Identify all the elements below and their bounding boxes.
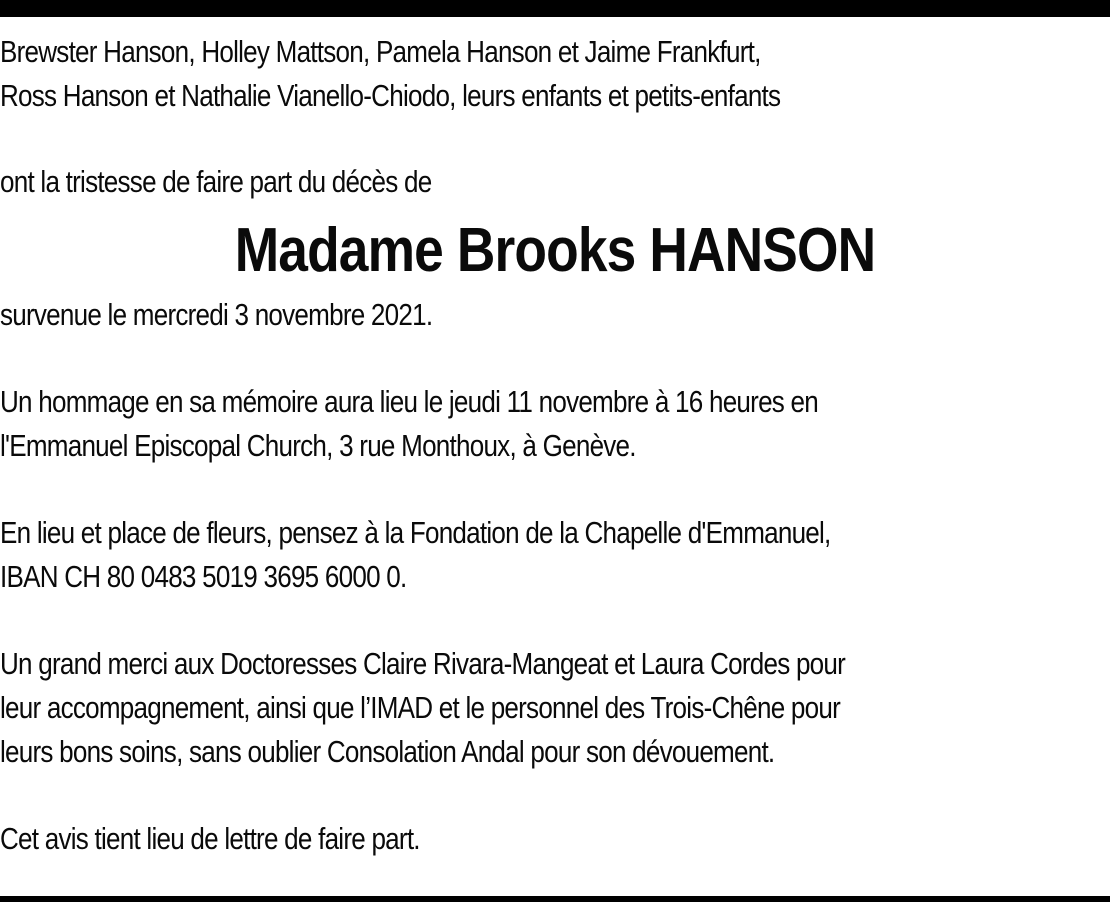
family-line-1: Brewster Hanson, Holley Mattson, Pamela Hanson et Jaime Frankfurt, bbox=[0, 34, 761, 69]
spacer bbox=[0, 599, 1110, 642]
deceased-name: Madame Brooks HANSON bbox=[234, 216, 876, 285]
intro-line: ont la tristesse de faire part du décès de bbox=[0, 164, 432, 199]
date-line: survenue le mercredi 3 novembre 2021. bbox=[0, 297, 433, 332]
family-line-2: Ross Hanson et Nathalie Vianello-Chiodo, leurs enfants et petits-enfants bbox=[0, 78, 781, 113]
obituary-notice bbox=[0, 30, 1110, 861]
hommage-line-1: Un hommage en sa mémoire aura lieu le jeudi 11 novembre à 16 heures en bbox=[0, 384, 819, 419]
merci-line-1: Un grand merci aux Doctoresses Claire Rivara-Mangeat et Laura Cordes pour bbox=[0, 646, 846, 681]
spacer bbox=[0, 118, 1110, 160]
spacer bbox=[0, 774, 1110, 817]
hommage-line-2: l'Emmanuel Episcopal Church, 3 rue Monthoux, à Genève. bbox=[0, 428, 636, 463]
fleurs-line-2: IBAN CH 80 0483 5019 3695 6000 0. bbox=[0, 559, 407, 594]
bottom-border-rule bbox=[0, 896, 1110, 902]
merci-line-3: leurs bons soins, sans oublier Consolation Andal pour son dévouement. bbox=[0, 734, 775, 769]
spacer bbox=[0, 337, 1110, 380]
top-border-rule bbox=[0, 0, 1110, 17]
fleurs-line-1: En lieu et place de fleurs, pensez à la Fondation de la Chapelle d'Emmanuel, bbox=[0, 515, 831, 550]
closing-line: Cet avis tient lieu de lettre de faire part. bbox=[0, 821, 420, 856]
merci-line-2: leur accompagnement, ainsi que l’IMAD et le personnel des Trois-Chêne pour bbox=[0, 690, 841, 725]
spacer bbox=[0, 468, 1110, 511]
